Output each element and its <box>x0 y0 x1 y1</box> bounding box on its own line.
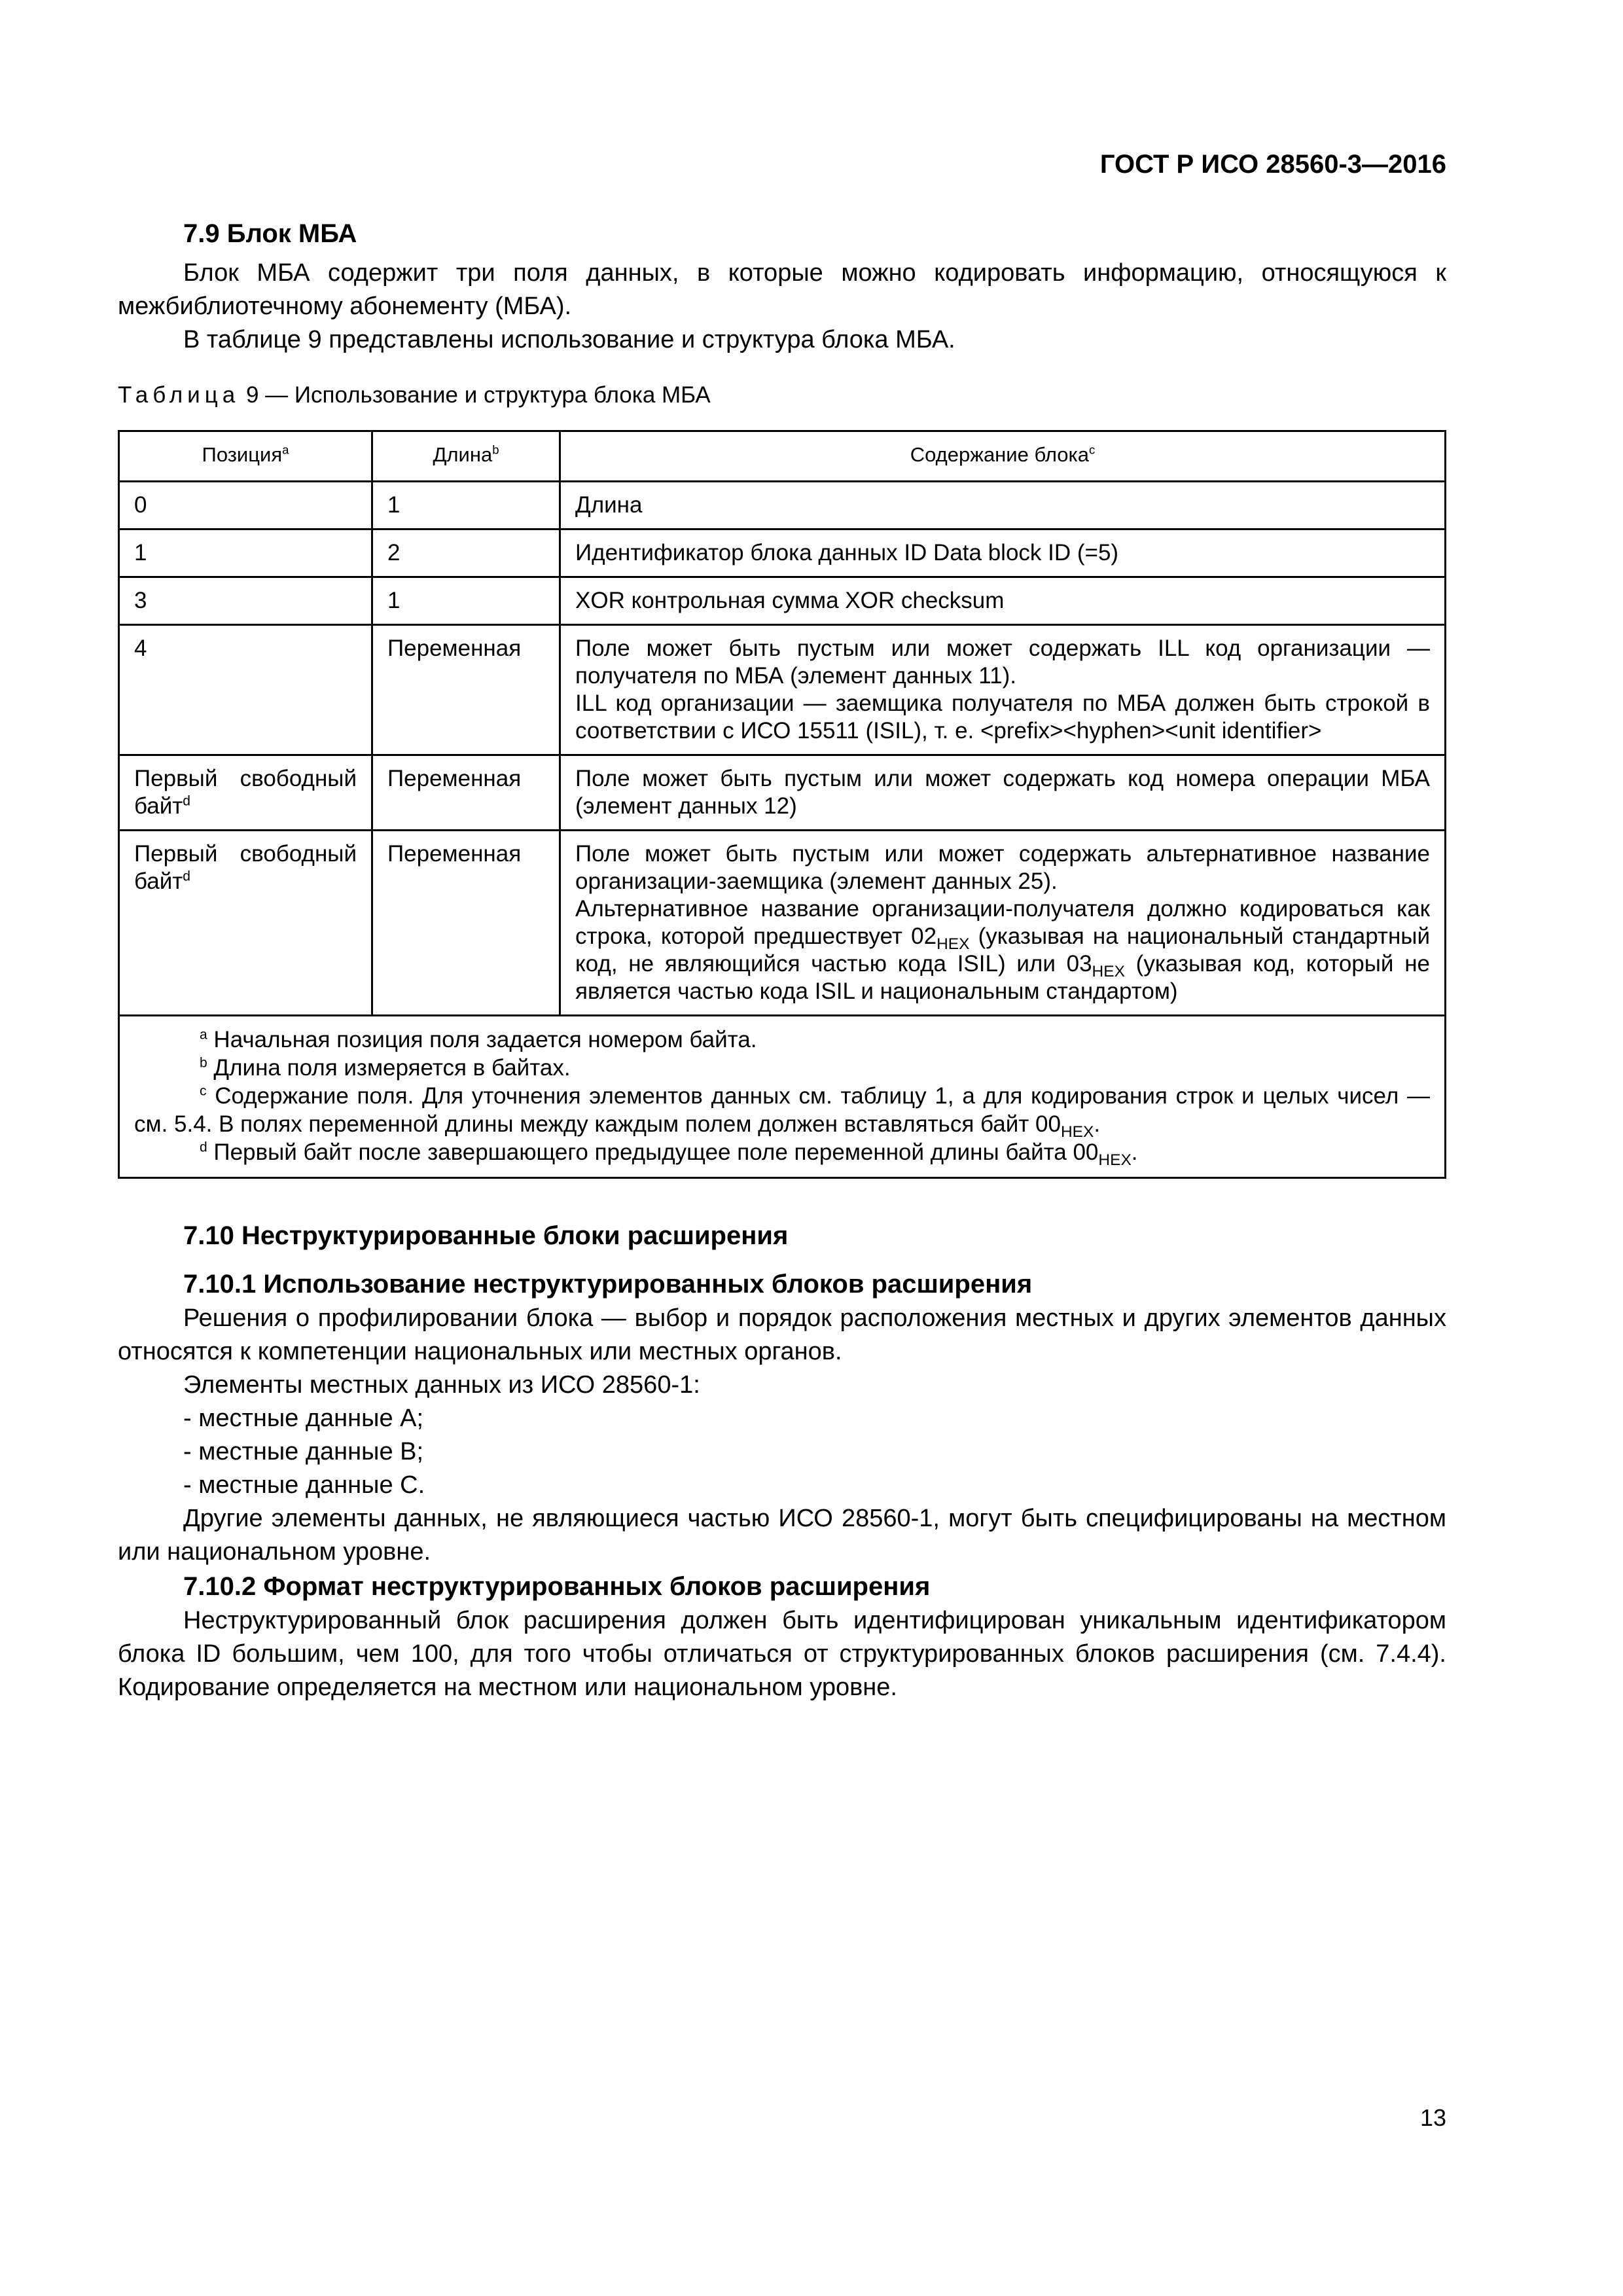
list-item: - местные данные С. <box>183 1471 425 1499</box>
paragraph: Решения о профилировании блока — выбор и порядок расположения местных и других элементов данных относятся к компетенции национальных или местных органов. <box>118 1304 1446 1365</box>
note-c: $^c$ Содержание поля. Для уточнения элементов данных см. таблицу 1, а для кодирования строк и целых чисел — см. 5.4. В полях переменной длины между каждым полем должен вставляться байт $00_{HEX}$. <box>134 1083 1430 1141</box>
cell-position: Первый свободный байт$^d$ <box>119 755 372 831</box>
note-d: $^d$ Первый байт после завершающего предыдущее поле переменной длины байта $00_{HEX}$. <box>200 1139 1138 1169</box>
header-length: Длина$^b$ <box>372 431 560 482</box>
section-heading-7-9: 7.9 Блок МБА <box>183 219 357 248</box>
header-content: Содержание блока$^c$ <box>560 431 1446 482</box>
header-position: Позиция$^a$ <box>119 431 372 482</box>
note-a: $^a$ Начальная позиция поля задается номером байта. <box>200 1027 757 1052</box>
cell-length: Переменная <box>372 755 560 831</box>
list-item: - местные данные А; <box>183 1405 424 1432</box>
table-row <box>119 755 1446 831</box>
table-caption <box>118 380 1446 410</box>
cell-content: XOR контрольная сумма XOR checksum <box>560 577 1446 625</box>
cell-length: 1 <box>372 482 560 529</box>
caption-text: — Использование и структура блока МБА <box>265 382 711 408</box>
table-header-row <box>119 431 1446 482</box>
cell-position: 4 <box>119 625 372 755</box>
table-row <box>119 482 1446 529</box>
cell-content: Поле может быть пустым или может содержать код номера операции МБА (элемент данных 12) <box>560 755 1446 831</box>
cell-content: Длина <box>560 482 1446 529</box>
cell-position: 1 <box>119 529 372 577</box>
paragraph: Другие элементы данных, не являющиеся частью ИСО 28560-1, могут быть специфицированы на местном или национальном уровне. <box>118 1505 1446 1566</box>
document-header: ГОСТ Р ИСО 28560-3—2016 <box>1099 150 1446 179</box>
page-number: 13 <box>1419 2104 1446 2131</box>
content-line: Поле может быть пустым или может содержать альтернативное название организации-заемщика (элемент данных 25). <box>575 841 1430 894</box>
cell-position: Первый свободный байт$^d$ <box>119 831 372 1016</box>
table-row <box>119 577 1446 625</box>
paragraph: В таблице 9 представлены использование и структура блока МБА. <box>183 326 955 353</box>
caption-label: Таблица <box>118 382 240 408</box>
cell-length: Переменная <box>372 831 560 1016</box>
section-heading-7-10: 7.10 Неструктурированные блоки расширения <box>183 1221 789 1250</box>
page-content <box>118 216 1446 1704</box>
content-line: ILL код организации — заемщика получателя по МБА должен быть строкой в соответствии с ИСО 15511 (ISIL), т. е. <prefix><hyphen><unit identifier> <box>575 691 1430 744</box>
subsection-heading-7-10-1: 7.10.1 Использование неструктурированных блоков расширения <box>183 1270 1033 1299</box>
table-notes <box>119 1016 1446 1178</box>
content-line: Альтернативное название организации-получателя должно кодироваться как строка, которой предшествует $02_{HEX}$ (указывая на национальный стандартный код, не являющийся частью кода ISIL) или $03_{HEX}$ (указывая код, который не является частью кода ISIL и национальным стандартом) <box>575 896 1431 1004</box>
table-row <box>119 529 1446 577</box>
cell-content <box>560 831 1446 1016</box>
cell-length: 2 <box>372 529 560 577</box>
table-row <box>119 831 1446 1016</box>
list-item: - местные данные В; <box>183 1438 424 1465</box>
paragraph: Блок МБА содержит три поля данных, в которые можно кодировать информацию, относящуюся к межбиблиотечному абонементу (МБА). <box>118 259 1446 320</box>
cell-length: Переменная <box>372 625 560 755</box>
table-notes-row <box>119 1016 1446 1178</box>
note-b: $^b$ Длина поля измеряется в байтах. <box>200 1055 571 1081</box>
paragraph: Элементы местных данных из ИСО 28560-1: <box>183 1371 700 1399</box>
mba-structure-table <box>118 430 1446 1179</box>
subsection-heading-7-10-2: 7.10.2 Формат неструктурированных блоков расширения <box>183 1572 931 1601</box>
cell-content: Идентификатор блока данных ID Data block ID (=5) <box>560 529 1446 577</box>
cell-content <box>560 625 1446 755</box>
cell-position: 3 <box>119 577 372 625</box>
content-line: Поле может быть пустым или может содержать ILL код организации — получателя по МБА (элемент данных 11). <box>575 636 1430 689</box>
table-row <box>119 625 1446 755</box>
paragraph: Неструктурированный блок расширения должен быть идентифицирован уникальным идентификатором блока ID большим, чем 100, для того чтобы отличаться от структурированных блоков расширения (см. 7.4.4). Кодирование определяется на местном или национальном уровне. <box>118 1607 1446 1701</box>
cell-position: 0 <box>119 482 372 529</box>
caption-number: 9 <box>245 382 259 408</box>
cell-length: 1 <box>372 577 560 625</box>
